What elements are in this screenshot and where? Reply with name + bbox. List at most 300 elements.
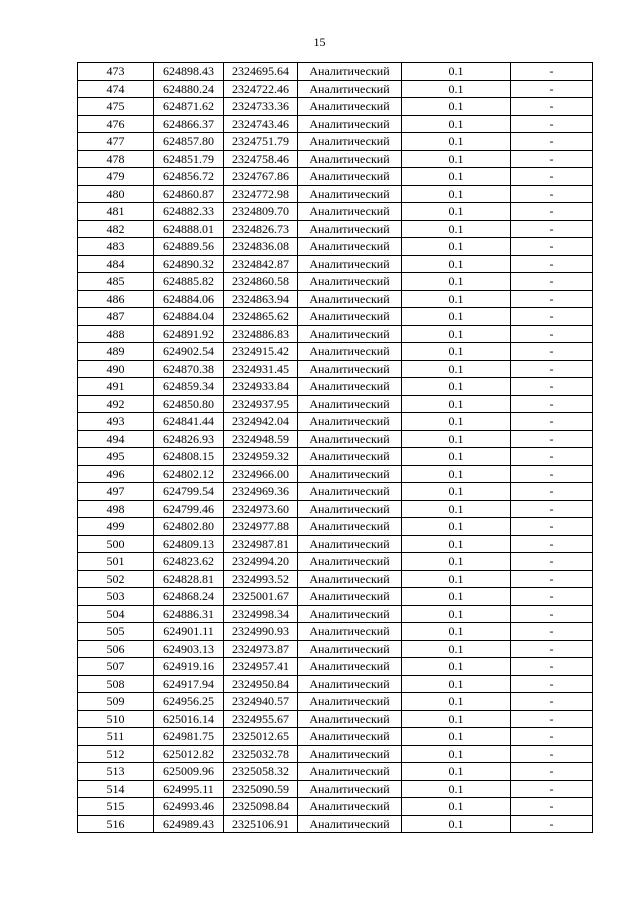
note-cell: - bbox=[511, 133, 593, 151]
note-cell: - bbox=[511, 710, 593, 728]
y-coordinate-cell: 2324948.59 bbox=[224, 430, 298, 448]
x-coordinate-cell: 624901.11 bbox=[154, 623, 224, 641]
x-coordinate-cell: 624898.43 bbox=[154, 63, 224, 81]
table-row bbox=[78, 325, 593, 343]
note-cell: - bbox=[511, 290, 593, 308]
accuracy-cell: 0.1 bbox=[402, 605, 511, 623]
x-coordinate-cell: 624885.82 bbox=[154, 273, 224, 291]
method-cell: Аналитический bbox=[298, 553, 402, 571]
method-cell: Аналитический bbox=[298, 693, 402, 711]
table-row bbox=[78, 535, 593, 553]
point-number-cell: 486 bbox=[78, 290, 154, 308]
accuracy-cell: 0.1 bbox=[402, 535, 511, 553]
point-number-cell: 506 bbox=[78, 640, 154, 658]
table-row bbox=[78, 465, 593, 483]
y-coordinate-cell: 2325106.91 bbox=[224, 815, 298, 833]
x-coordinate-cell: 625012.82 bbox=[154, 745, 224, 763]
note-cell: - bbox=[511, 745, 593, 763]
point-number-cell: 482 bbox=[78, 220, 154, 238]
x-coordinate-cell: 624886.31 bbox=[154, 605, 224, 623]
table-row bbox=[78, 168, 593, 186]
accuracy-cell: 0.1 bbox=[402, 465, 511, 483]
accuracy-cell: 0.1 bbox=[402, 448, 511, 466]
accuracy-cell: 0.1 bbox=[402, 588, 511, 606]
y-coordinate-cell: 2324994.20 bbox=[224, 553, 298, 571]
note-cell: - bbox=[511, 605, 593, 623]
y-coordinate-cell: 2324733.36 bbox=[224, 98, 298, 116]
accuracy-cell: 0.1 bbox=[402, 728, 511, 746]
accuracy-cell: 0.1 bbox=[402, 133, 511, 151]
table-body bbox=[78, 63, 593, 833]
accuracy-cell: 0.1 bbox=[402, 343, 511, 361]
point-number-cell: 492 bbox=[78, 395, 154, 413]
x-coordinate-cell: 624866.37 bbox=[154, 115, 224, 133]
table-row bbox=[78, 98, 593, 116]
note-cell: - bbox=[511, 728, 593, 746]
x-coordinate-cell: 624989.43 bbox=[154, 815, 224, 833]
table-row bbox=[78, 483, 593, 501]
method-cell: Аналитический bbox=[298, 273, 402, 291]
y-coordinate-cell: 2324937.95 bbox=[224, 395, 298, 413]
table-row bbox=[78, 763, 593, 781]
x-coordinate-cell: 624868.24 bbox=[154, 588, 224, 606]
method-cell: Аналитический bbox=[298, 710, 402, 728]
y-coordinate-cell: 2324743.46 bbox=[224, 115, 298, 133]
point-number-cell: 514 bbox=[78, 780, 154, 798]
point-number-cell: 473 bbox=[78, 63, 154, 81]
x-coordinate-cell: 624981.75 bbox=[154, 728, 224, 746]
method-cell: Аналитический bbox=[298, 413, 402, 431]
table-row bbox=[78, 710, 593, 728]
x-coordinate-cell: 624870.38 bbox=[154, 360, 224, 378]
method-cell: Аналитический bbox=[298, 500, 402, 518]
page-number: 15 bbox=[313, 35, 326, 49]
note-cell: - bbox=[511, 185, 593, 203]
point-number-cell: 479 bbox=[78, 168, 154, 186]
table-row bbox=[78, 658, 593, 676]
accuracy-cell: 0.1 bbox=[402, 273, 511, 291]
method-cell: Аналитический bbox=[298, 360, 402, 378]
point-number-cell: 496 bbox=[78, 465, 154, 483]
table-row bbox=[78, 745, 593, 763]
method-cell: Аналитический bbox=[298, 570, 402, 588]
table-row bbox=[78, 518, 593, 536]
y-coordinate-cell: 2324966.00 bbox=[224, 465, 298, 483]
y-coordinate-cell: 2324950.84 bbox=[224, 675, 298, 693]
point-number-cell: 507 bbox=[78, 658, 154, 676]
accuracy-cell: 0.1 bbox=[402, 378, 511, 396]
point-number-cell: 505 bbox=[78, 623, 154, 641]
table-row bbox=[78, 693, 593, 711]
table-row bbox=[78, 378, 593, 396]
x-coordinate-cell: 624856.72 bbox=[154, 168, 224, 186]
y-coordinate-cell: 2325001.67 bbox=[224, 588, 298, 606]
y-coordinate-cell: 2324767.86 bbox=[224, 168, 298, 186]
note-cell: - bbox=[511, 220, 593, 238]
note-cell: - bbox=[511, 780, 593, 798]
accuracy-cell: 0.1 bbox=[402, 815, 511, 833]
y-coordinate-cell: 2324931.45 bbox=[224, 360, 298, 378]
table-row bbox=[78, 623, 593, 641]
x-coordinate-cell: 624884.04 bbox=[154, 308, 224, 326]
table-row bbox=[78, 728, 593, 746]
point-number-cell: 508 bbox=[78, 675, 154, 693]
x-coordinate-cell: 624802.80 bbox=[154, 518, 224, 536]
y-coordinate-cell: 2324990.93 bbox=[224, 623, 298, 641]
x-coordinate-cell: 624802.12 bbox=[154, 465, 224, 483]
table-row bbox=[78, 570, 593, 588]
table-row bbox=[78, 115, 593, 133]
accuracy-cell: 0.1 bbox=[402, 518, 511, 536]
point-number-cell: 483 bbox=[78, 238, 154, 256]
accuracy-cell: 0.1 bbox=[402, 220, 511, 238]
x-coordinate-cell: 624823.62 bbox=[154, 553, 224, 571]
x-coordinate-cell: 624890.32 bbox=[154, 255, 224, 273]
table-row bbox=[78, 308, 593, 326]
y-coordinate-cell: 2324957.41 bbox=[224, 658, 298, 676]
point-number-cell: 487 bbox=[78, 308, 154, 326]
y-coordinate-cell: 2324751.79 bbox=[224, 133, 298, 151]
note-cell: - bbox=[511, 553, 593, 571]
y-coordinate-cell: 2324955.67 bbox=[224, 710, 298, 728]
accuracy-cell: 0.1 bbox=[402, 693, 511, 711]
method-cell: Аналитический bbox=[298, 535, 402, 553]
point-number-cell: 512 bbox=[78, 745, 154, 763]
y-coordinate-cell: 2324772.98 bbox=[224, 185, 298, 203]
note-cell: - bbox=[511, 500, 593, 518]
x-coordinate-cell: 624826.93 bbox=[154, 430, 224, 448]
y-coordinate-cell: 2324860.58 bbox=[224, 273, 298, 291]
y-coordinate-cell: 2324959.32 bbox=[224, 448, 298, 466]
accuracy-cell: 0.1 bbox=[402, 780, 511, 798]
note-cell: - bbox=[511, 570, 593, 588]
accuracy-cell: 0.1 bbox=[402, 763, 511, 781]
y-coordinate-cell: 2324836.08 bbox=[224, 238, 298, 256]
y-coordinate-cell: 2324987.81 bbox=[224, 535, 298, 553]
table-row bbox=[78, 815, 593, 833]
x-coordinate-cell: 625009.96 bbox=[154, 763, 224, 781]
note-cell: - bbox=[511, 80, 593, 98]
table-row bbox=[78, 430, 593, 448]
note-cell: - bbox=[511, 588, 593, 606]
accuracy-cell: 0.1 bbox=[402, 255, 511, 273]
point-number-cell: 474 bbox=[78, 80, 154, 98]
accuracy-cell: 0.1 bbox=[402, 290, 511, 308]
note-cell: - bbox=[511, 273, 593, 291]
accuracy-cell: 0.1 bbox=[402, 115, 511, 133]
point-number-cell: 504 bbox=[78, 605, 154, 623]
note-cell: - bbox=[511, 413, 593, 431]
table-row bbox=[78, 605, 593, 623]
note-cell: - bbox=[511, 518, 593, 536]
x-coordinate-cell: 624828.81 bbox=[154, 570, 224, 588]
x-coordinate-cell: 624859.34 bbox=[154, 378, 224, 396]
method-cell: Аналитический bbox=[298, 623, 402, 641]
table-row bbox=[78, 220, 593, 238]
method-cell: Аналитический bbox=[298, 448, 402, 466]
accuracy-cell: 0.1 bbox=[402, 500, 511, 518]
y-coordinate-cell: 2325090.59 bbox=[224, 780, 298, 798]
y-coordinate-cell: 2324915.42 bbox=[224, 343, 298, 361]
accuracy-cell: 0.1 bbox=[402, 63, 511, 81]
note-cell: - bbox=[511, 150, 593, 168]
method-cell: Аналитический bbox=[298, 343, 402, 361]
note-cell: - bbox=[511, 763, 593, 781]
method-cell: Аналитический bbox=[298, 150, 402, 168]
table-row bbox=[78, 780, 593, 798]
point-number-cell: 503 bbox=[78, 588, 154, 606]
method-cell: Аналитический bbox=[298, 98, 402, 116]
x-coordinate-cell: 624884.06 bbox=[154, 290, 224, 308]
y-coordinate-cell: 2325012.65 bbox=[224, 728, 298, 746]
table-row bbox=[78, 360, 593, 378]
y-coordinate-cell: 2324809.70 bbox=[224, 203, 298, 221]
point-number-cell: 513 bbox=[78, 763, 154, 781]
table-row bbox=[78, 290, 593, 308]
method-cell: Аналитический bbox=[298, 168, 402, 186]
note-cell: - bbox=[511, 255, 593, 273]
point-number-cell: 498 bbox=[78, 500, 154, 518]
x-coordinate-cell: 624871.62 bbox=[154, 98, 224, 116]
x-coordinate-cell: 624799.46 bbox=[154, 500, 224, 518]
y-coordinate-cell: 2324842.87 bbox=[224, 255, 298, 273]
note-cell: - bbox=[511, 325, 593, 343]
accuracy-cell: 0.1 bbox=[402, 483, 511, 501]
point-number-cell: 491 bbox=[78, 378, 154, 396]
point-number-cell: 478 bbox=[78, 150, 154, 168]
point-number-cell: 488 bbox=[78, 325, 154, 343]
method-cell: Аналитический bbox=[298, 728, 402, 746]
method-cell: Аналитический bbox=[298, 238, 402, 256]
accuracy-cell: 0.1 bbox=[402, 430, 511, 448]
accuracy-cell: 0.1 bbox=[402, 238, 511, 256]
note-cell: - bbox=[511, 465, 593, 483]
accuracy-cell: 0.1 bbox=[402, 360, 511, 378]
method-cell: Аналитический bbox=[298, 780, 402, 798]
method-cell: Аналитический bbox=[298, 605, 402, 623]
accuracy-cell: 0.1 bbox=[402, 658, 511, 676]
note-cell: - bbox=[511, 430, 593, 448]
x-coordinate-cell: 624857.80 bbox=[154, 133, 224, 151]
accuracy-cell: 0.1 bbox=[402, 185, 511, 203]
method-cell: Аналитический bbox=[298, 588, 402, 606]
table-row bbox=[78, 203, 593, 221]
method-cell: Аналитический bbox=[298, 308, 402, 326]
y-coordinate-cell: 2324942.04 bbox=[224, 413, 298, 431]
method-cell: Аналитический bbox=[298, 483, 402, 501]
point-number-cell: 502 bbox=[78, 570, 154, 588]
point-number-cell: 500 bbox=[78, 535, 154, 553]
point-number-cell: 493 bbox=[78, 413, 154, 431]
accuracy-cell: 0.1 bbox=[402, 203, 511, 221]
table-row bbox=[78, 675, 593, 693]
method-cell: Аналитический bbox=[298, 815, 402, 833]
table-row bbox=[78, 413, 593, 431]
accuracy-cell: 0.1 bbox=[402, 710, 511, 728]
table-row bbox=[78, 640, 593, 658]
x-coordinate-cell: 624889.56 bbox=[154, 238, 224, 256]
note-cell: - bbox=[511, 360, 593, 378]
y-coordinate-cell: 2324973.87 bbox=[224, 640, 298, 658]
table-row bbox=[78, 343, 593, 361]
table-row bbox=[78, 588, 593, 606]
method-cell: Аналитический bbox=[298, 798, 402, 816]
y-coordinate-cell: 2324933.84 bbox=[224, 378, 298, 396]
method-cell: Аналитический bbox=[298, 378, 402, 396]
point-number-cell: 485 bbox=[78, 273, 154, 291]
note-cell: - bbox=[511, 483, 593, 501]
table-row bbox=[78, 238, 593, 256]
note-cell: - bbox=[511, 168, 593, 186]
accuracy-cell: 0.1 bbox=[402, 150, 511, 168]
note-cell: - bbox=[511, 98, 593, 116]
y-coordinate-cell: 2324886.83 bbox=[224, 325, 298, 343]
x-coordinate-cell: 624860.87 bbox=[154, 185, 224, 203]
note-cell: - bbox=[511, 395, 593, 413]
x-coordinate-cell: 624917.94 bbox=[154, 675, 224, 693]
table-row bbox=[78, 500, 593, 518]
point-number-cell: 490 bbox=[78, 360, 154, 378]
table-row bbox=[78, 798, 593, 816]
method-cell: Аналитический bbox=[298, 518, 402, 536]
accuracy-cell: 0.1 bbox=[402, 570, 511, 588]
point-number-cell: 516 bbox=[78, 815, 154, 833]
x-coordinate-cell: 624903.13 bbox=[154, 640, 224, 658]
accuracy-cell: 0.1 bbox=[402, 395, 511, 413]
x-coordinate-cell: 624809.13 bbox=[154, 535, 224, 553]
point-number-cell: 497 bbox=[78, 483, 154, 501]
y-coordinate-cell: 2325032.78 bbox=[224, 745, 298, 763]
x-coordinate-cell: 624880.24 bbox=[154, 80, 224, 98]
y-coordinate-cell: 2325098.84 bbox=[224, 798, 298, 816]
note-cell: - bbox=[511, 623, 593, 641]
y-coordinate-cell: 2324826.73 bbox=[224, 220, 298, 238]
note-cell: - bbox=[511, 693, 593, 711]
method-cell: Аналитический bbox=[298, 290, 402, 308]
point-number-cell: 475 bbox=[78, 98, 154, 116]
accuracy-cell: 0.1 bbox=[402, 745, 511, 763]
point-number-cell: 495 bbox=[78, 448, 154, 466]
point-number-cell: 515 bbox=[78, 798, 154, 816]
point-number-cell: 484 bbox=[78, 255, 154, 273]
point-number-cell: 511 bbox=[78, 728, 154, 746]
x-coordinate-cell: 624993.46 bbox=[154, 798, 224, 816]
accuracy-cell: 0.1 bbox=[402, 98, 511, 116]
table-row bbox=[78, 273, 593, 291]
accuracy-cell: 0.1 bbox=[402, 675, 511, 693]
note-cell: - bbox=[511, 63, 593, 81]
note-cell: - bbox=[511, 640, 593, 658]
x-coordinate-cell: 624799.54 bbox=[154, 483, 224, 501]
accuracy-cell: 0.1 bbox=[402, 413, 511, 431]
point-number-cell: 476 bbox=[78, 115, 154, 133]
table-row bbox=[78, 150, 593, 168]
method-cell: Аналитический bbox=[298, 63, 402, 81]
note-cell: - bbox=[511, 798, 593, 816]
accuracy-cell: 0.1 bbox=[402, 325, 511, 343]
y-coordinate-cell: 2324940.57 bbox=[224, 693, 298, 711]
method-cell: Аналитический bbox=[298, 745, 402, 763]
table-row bbox=[78, 448, 593, 466]
accuracy-cell: 0.1 bbox=[402, 623, 511, 641]
y-coordinate-cell: 2324758.46 bbox=[224, 150, 298, 168]
x-coordinate-cell: 624851.79 bbox=[154, 150, 224, 168]
note-cell: - bbox=[511, 815, 593, 833]
method-cell: Аналитический bbox=[298, 80, 402, 98]
note-cell: - bbox=[511, 308, 593, 326]
method-cell: Аналитический bbox=[298, 430, 402, 448]
accuracy-cell: 0.1 bbox=[402, 168, 511, 186]
table-row bbox=[78, 63, 593, 81]
method-cell: Аналитический bbox=[298, 185, 402, 203]
point-number-cell: 481 bbox=[78, 203, 154, 221]
coordinates-table bbox=[77, 62, 593, 833]
method-cell: Аналитический bbox=[298, 658, 402, 676]
method-cell: Аналитический bbox=[298, 763, 402, 781]
method-cell: Аналитический bbox=[298, 255, 402, 273]
method-cell: Аналитический bbox=[298, 133, 402, 151]
y-coordinate-cell: 2325058.32 bbox=[224, 763, 298, 781]
point-number-cell: 501 bbox=[78, 553, 154, 571]
method-cell: Аналитический bbox=[298, 115, 402, 133]
x-coordinate-cell: 624902.54 bbox=[154, 343, 224, 361]
table-row bbox=[78, 133, 593, 151]
method-cell: Аналитический bbox=[298, 675, 402, 693]
y-coordinate-cell: 2324695.64 bbox=[224, 63, 298, 81]
method-cell: Аналитический bbox=[298, 395, 402, 413]
point-number-cell: 499 bbox=[78, 518, 154, 536]
note-cell: - bbox=[511, 535, 593, 553]
point-number-cell: 480 bbox=[78, 185, 154, 203]
note-cell: - bbox=[511, 238, 593, 256]
point-number-cell: 494 bbox=[78, 430, 154, 448]
point-number-cell: 489 bbox=[78, 343, 154, 361]
y-coordinate-cell: 2324863.94 bbox=[224, 290, 298, 308]
table-row bbox=[78, 185, 593, 203]
accuracy-cell: 0.1 bbox=[402, 553, 511, 571]
y-coordinate-cell: 2324973.60 bbox=[224, 500, 298, 518]
point-number-cell: 509 bbox=[78, 693, 154, 711]
x-coordinate-cell: 624995.11 bbox=[154, 780, 224, 798]
x-coordinate-cell: 624888.01 bbox=[154, 220, 224, 238]
x-coordinate-cell: 624808.15 bbox=[154, 448, 224, 466]
accuracy-cell: 0.1 bbox=[402, 308, 511, 326]
y-coordinate-cell: 2324998.34 bbox=[224, 605, 298, 623]
accuracy-cell: 0.1 bbox=[402, 798, 511, 816]
accuracy-cell: 0.1 bbox=[402, 80, 511, 98]
table-row bbox=[78, 255, 593, 273]
note-cell: - bbox=[511, 378, 593, 396]
note-cell: - bbox=[511, 203, 593, 221]
note-cell: - bbox=[511, 343, 593, 361]
x-coordinate-cell: 625016.14 bbox=[154, 710, 224, 728]
y-coordinate-cell: 2324969.36 bbox=[224, 483, 298, 501]
y-coordinate-cell: 2324993.52 bbox=[224, 570, 298, 588]
y-coordinate-cell: 2324722.46 bbox=[224, 80, 298, 98]
x-coordinate-cell: 624891.92 bbox=[154, 325, 224, 343]
x-coordinate-cell: 624956.25 bbox=[154, 693, 224, 711]
method-cell: Аналитический bbox=[298, 325, 402, 343]
note-cell: - bbox=[511, 115, 593, 133]
x-coordinate-cell: 624882.33 bbox=[154, 203, 224, 221]
point-number-cell: 510 bbox=[78, 710, 154, 728]
accuracy-cell: 0.1 bbox=[402, 640, 511, 658]
table-row bbox=[78, 553, 593, 571]
table-row bbox=[78, 395, 593, 413]
table-row bbox=[78, 80, 593, 98]
note-cell: - bbox=[511, 658, 593, 676]
method-cell: Аналитический bbox=[298, 220, 402, 238]
